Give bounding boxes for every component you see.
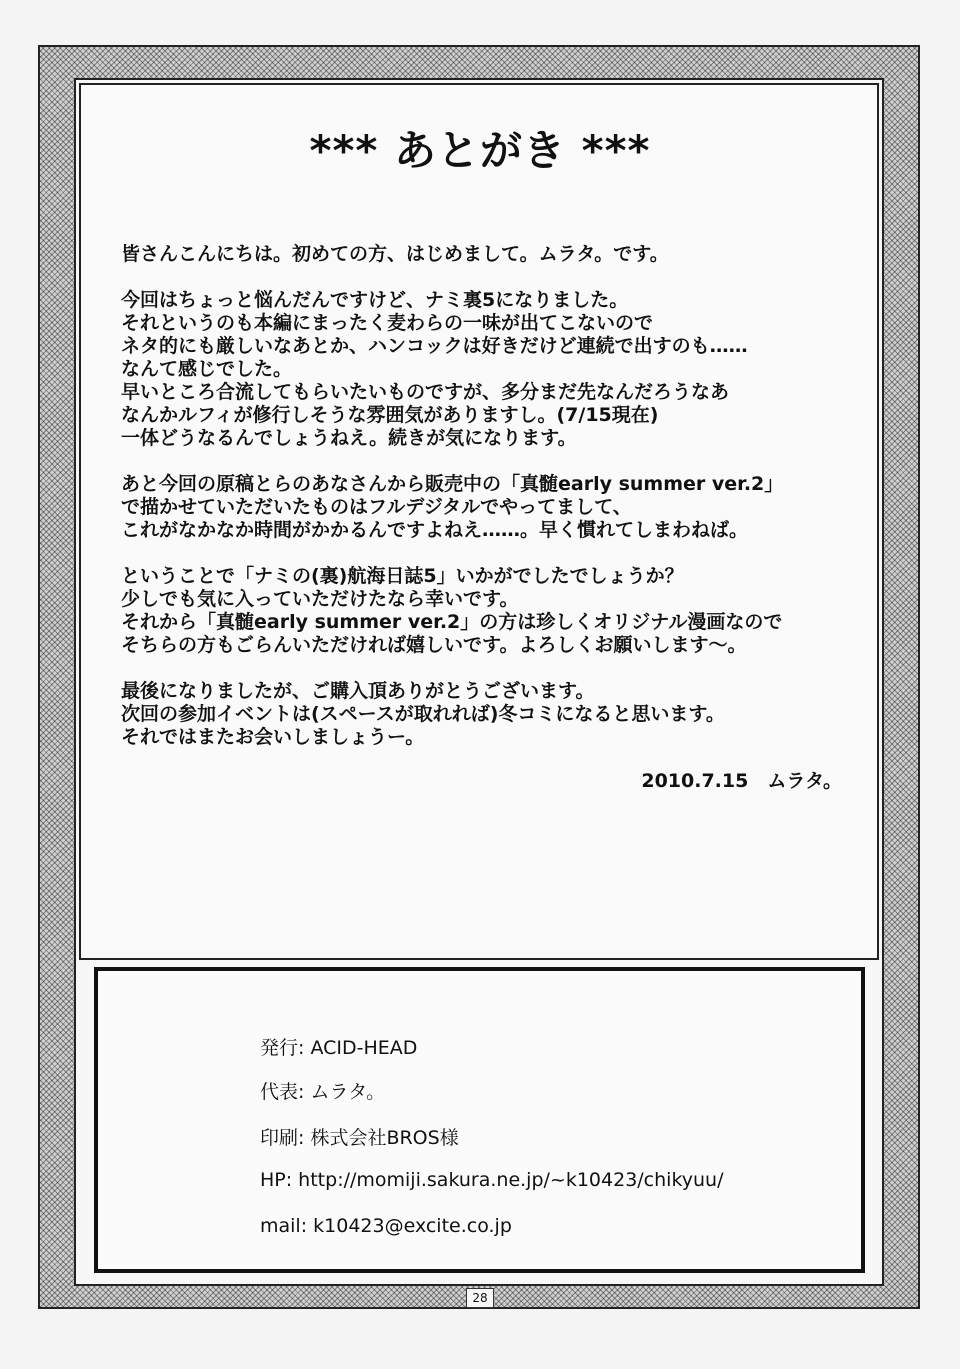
paragraph	[121, 473, 861, 542]
text-line: ネタ的にも厳しいなあとか、ハンコックは好きだけど連続で出すのも……	[121, 335, 748, 357]
text-line: それから「真髄early summer ver.2」の方は珍しくオリジナル漫画なので	[121, 611, 783, 633]
afterword-title: *** あとがき ***	[309, 126, 651, 175]
text-line: 早いところ合流してもらいたいものですが、多分まだ先なんだろうなあ	[121, 381, 730, 403]
text-line: 最後になりましたが、ご購入頂ありがとうございます。	[121, 680, 595, 702]
text-line: それではまたお会いしましょうー。	[121, 726, 425, 748]
text-line: なんて感じでした。	[121, 358, 293, 380]
publisher-line: 発行: ACID-HEAD	[260, 1037, 418, 1059]
text-line: これがなかなか時間がかかるんですよねえ……。早く慣れてしまわねば。	[121, 519, 749, 541]
text-line: で描かせていただいたものはフルデジタルでやってまして、	[121, 496, 632, 518]
text-line: 一体どうなるんでしょうねえ。続きが気になります。	[121, 427, 577, 449]
paragraph	[121, 289, 861, 450]
afterword-body	[121, 243, 861, 772]
signature: 2010.7.15 ムラタ。	[641, 770, 842, 792]
text-line: 少しでも気に入っていただけたなら幸いです。	[121, 588, 519, 610]
paragraph	[121, 680, 861, 749]
page-number: 28	[466, 1288, 494, 1308]
paragraph	[121, 243, 861, 266]
text-line: あと今回の原稿とらのあなさんから販売中の「真髄early summer ver.2」	[121, 473, 784, 495]
homepage-link[interactable]: HP: http://momiji.sakura.ne.jp/~k10423/chikyuu/	[260, 1169, 724, 1191]
text-line: なんかルフィが修行しそうな雰囲気がありますし。(7/15現在)	[121, 404, 659, 426]
text-line: そちらの方もごらんいただければ嬉しいです。よろしくお願いします～。	[121, 634, 747, 656]
text-line: それというのも本編にまったく麦わらの一味が出てこないので	[121, 312, 654, 334]
text-line: 次回の参加イベントは(スペースが取れれば)冬コミになると思います。	[121, 703, 725, 725]
text-line: 皆さんこんにちは。初めての方、はじめまして。ムラタ。です。	[121, 243, 669, 265]
representative-line: 代表: ムラタ。	[260, 1081, 386, 1103]
email-link[interactable]: mail: k10423@excite.co.jp	[260, 1215, 512, 1237]
printer-line: 印刷: 株式会社BROS様	[260, 1127, 459, 1149]
paragraph	[121, 565, 861, 657]
colophon-box	[94, 967, 865, 1273]
text-line: 今回はちょっと悩んだんですけど、ナミ裏5になりました。	[121, 289, 629, 311]
text-line: ということで「ナミの(裏)航海日誌5」いかがでしたでしょうか？	[121, 565, 684, 587]
